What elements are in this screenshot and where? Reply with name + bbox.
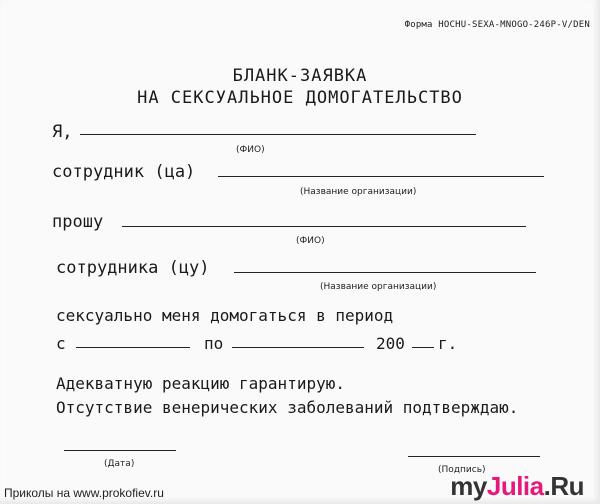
logo-my: my (450, 471, 487, 501)
signature-caption: (Подпись) (438, 465, 486, 475)
year-suffix: г. (438, 334, 458, 353)
date-line[interactable] (64, 450, 176, 451)
organization-line-2[interactable] (234, 272, 536, 273)
fio-line[interactable] (80, 134, 476, 135)
date-from-line[interactable] (76, 347, 190, 348)
statement-line-1: Адекватную реакцию гарантирую. (56, 374, 345, 393)
logo-julia: Julia (486, 471, 544, 501)
request-label: прошу (52, 212, 104, 232)
to-label: по (204, 334, 224, 353)
employee2-label: сотрудника (цу) (56, 258, 210, 278)
myjulia-logo (450, 471, 584, 502)
source-credit: Приколы на www.prokofiev.ru (4, 486, 164, 500)
year-line[interactable] (412, 347, 434, 348)
year-prefix: 200 (376, 334, 405, 353)
period-text: сексуально меня домогаться в период (56, 306, 394, 325)
form-title-line1: БЛАНК-ЗАЯВКА (232, 66, 368, 86)
fio-line-2[interactable] (122, 226, 526, 227)
organization-caption-2: (Название организации) (320, 282, 437, 292)
fio-caption-2: (ФИО) (296, 236, 325, 246)
logo-ru: .Ru (543, 471, 584, 501)
from-label: с (56, 334, 66, 353)
organization-line[interactable] (218, 176, 544, 177)
form-code: Форма HOCHU-SEXA-MNOGO-246P-V/DEN (404, 20, 590, 30)
form-title-line2: НА СЕКСУАЛЬНОЕ ДОМОГАТЕЛЬСТВО (137, 88, 463, 108)
fio-caption: (ФИО) (236, 145, 265, 155)
organization-caption: (Название организации) (300, 187, 417, 197)
i-label: Я, (52, 122, 73, 142)
employee-label: сотрудник (ца) (52, 162, 196, 182)
statement-line-2: Отсутствие венерических заболеваний подтверждаю. (56, 398, 519, 417)
date-to-line[interactable] (232, 347, 364, 348)
signature-line[interactable] (408, 456, 540, 457)
date-caption: (Дата) (104, 459, 135, 469)
